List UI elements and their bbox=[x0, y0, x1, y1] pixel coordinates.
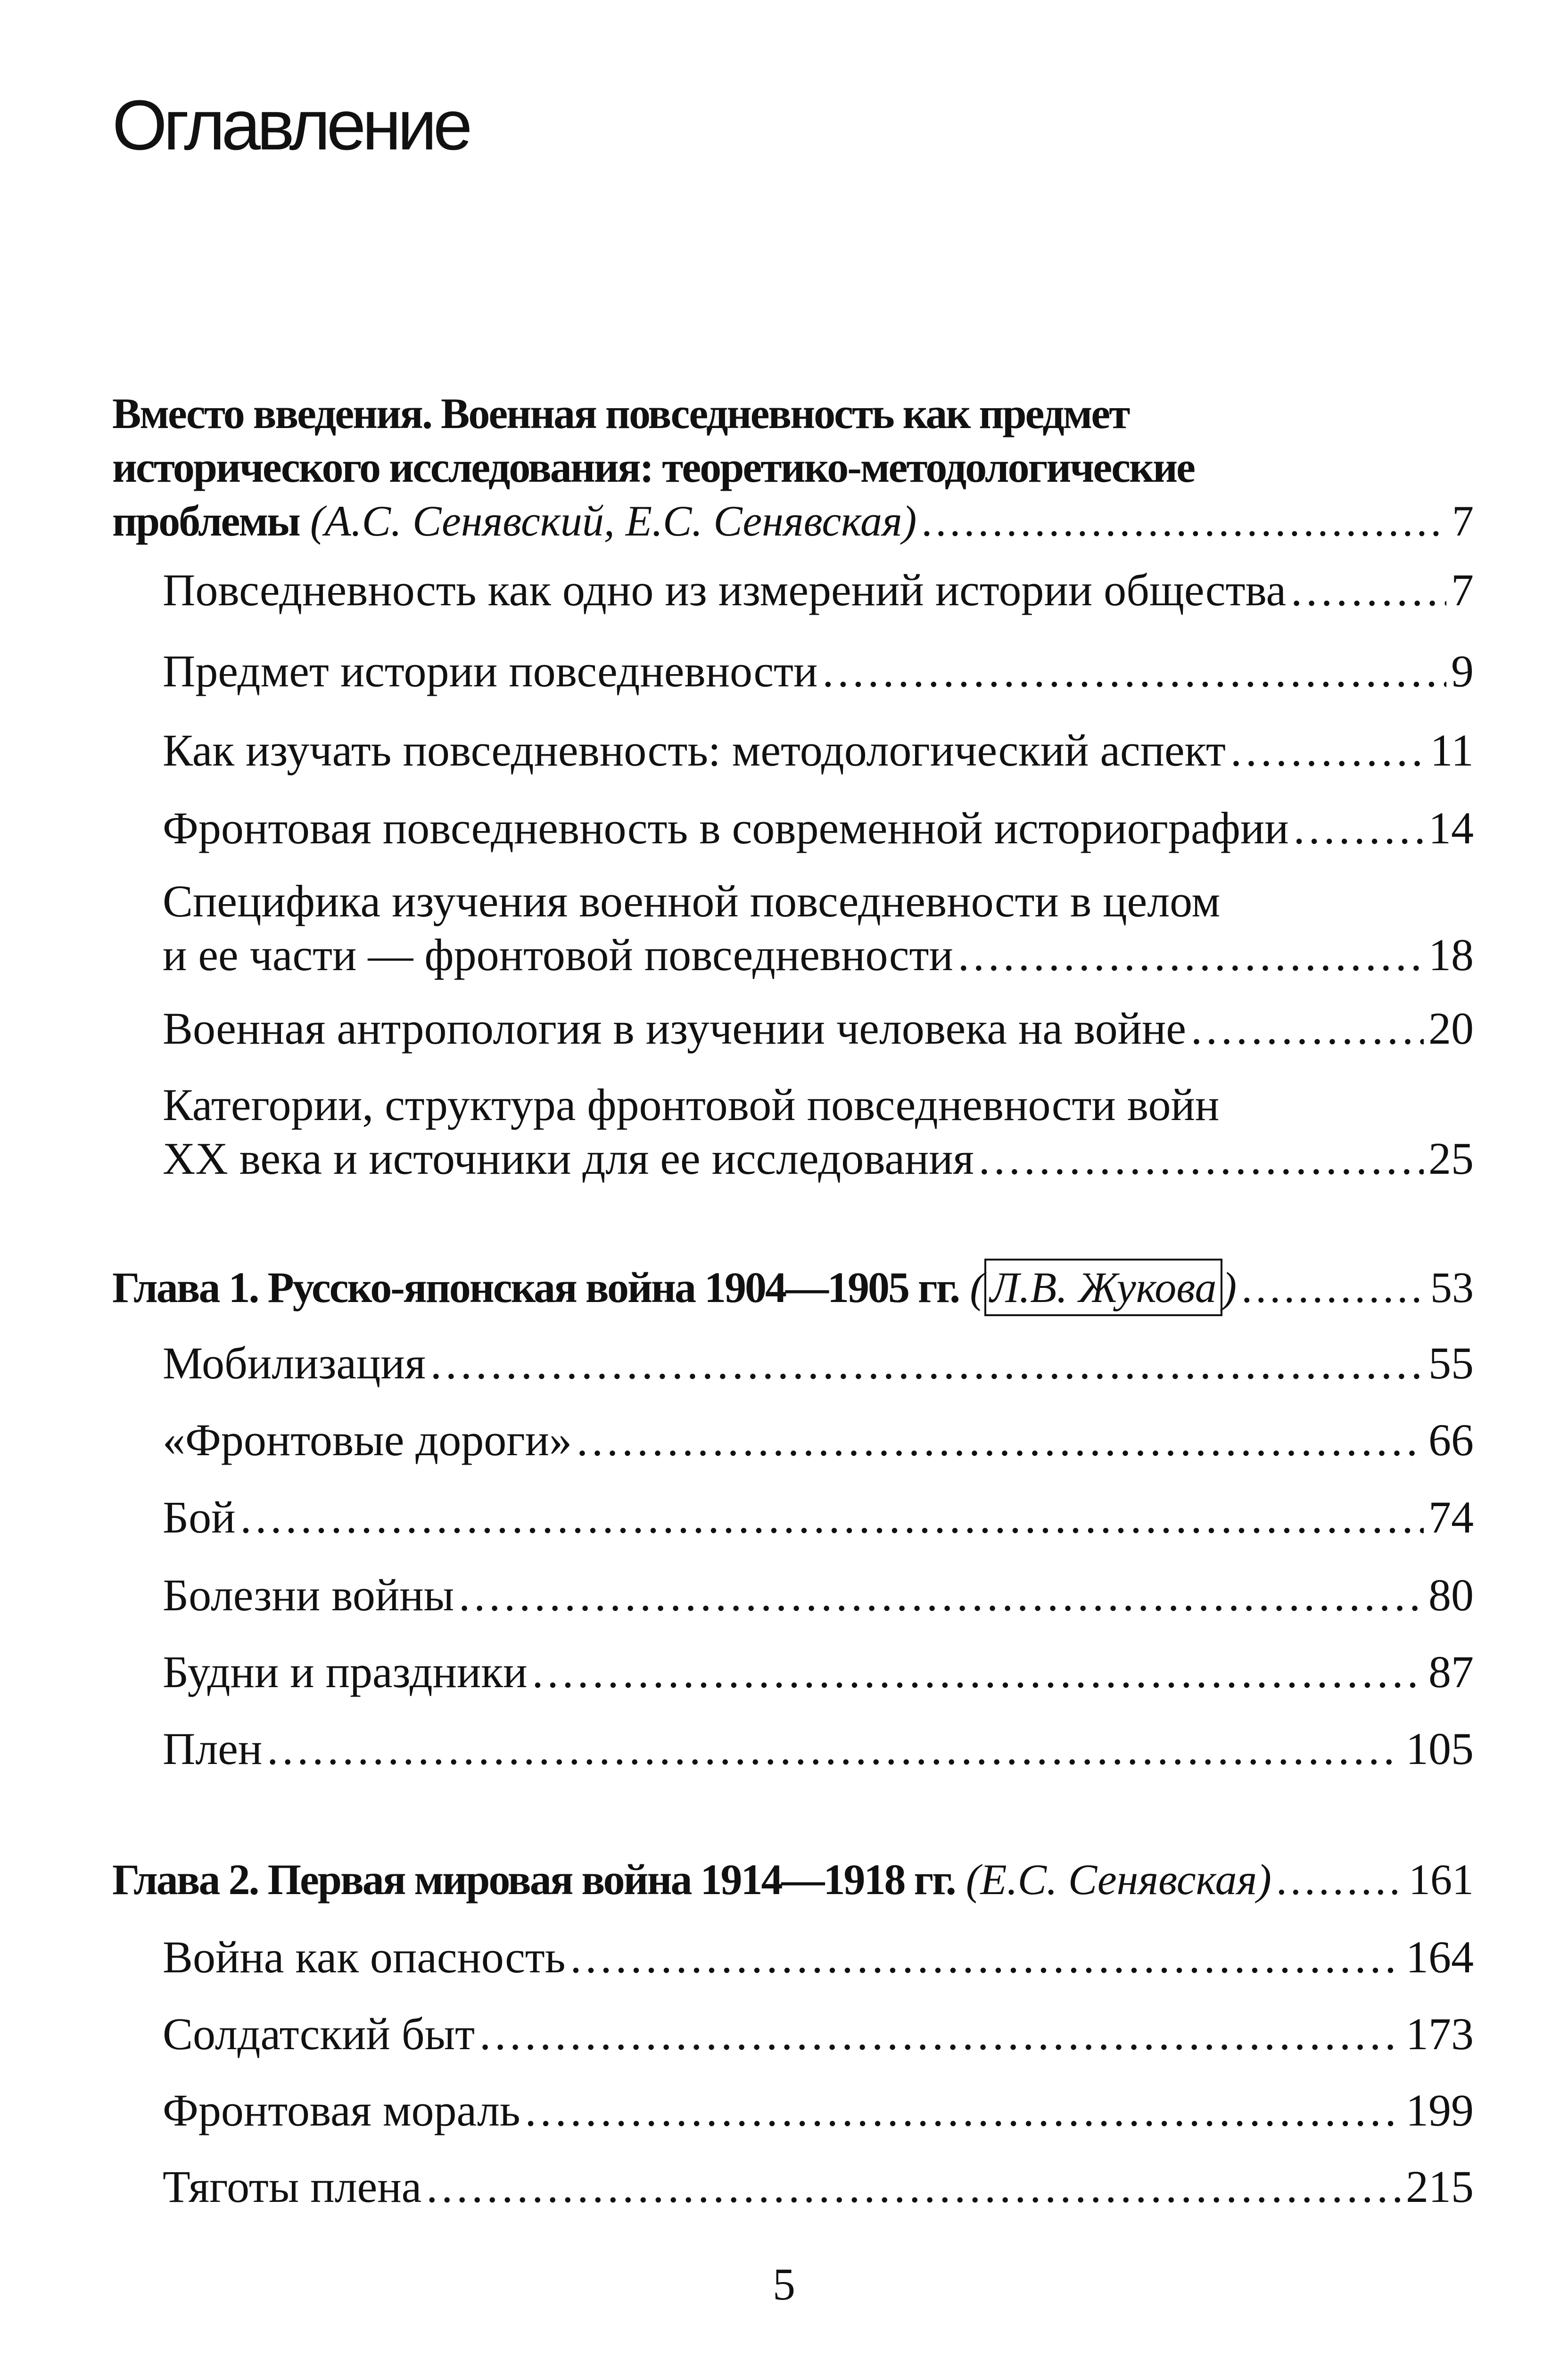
dot-leader bbox=[979, 1132, 1424, 1186]
page-folio: 5 bbox=[773, 2259, 795, 2309]
page-number: 20 bbox=[1428, 1003, 1474, 1054]
entry-title-line: Вместо введения. Военная повседневность как предмет bbox=[112, 389, 1129, 437]
dot-leader bbox=[479, 2007, 1401, 2061]
dot-leader bbox=[822, 644, 1446, 698]
toc-item[interactable] bbox=[163, 2007, 1474, 2061]
item-title: Тяготы плена bbox=[163, 2161, 422, 2212]
entry-author: (Е.С. Сенявская) bbox=[966, 1855, 1271, 1904]
toc-item[interactable] bbox=[163, 1413, 1474, 1467]
page-number: 25 bbox=[1428, 1133, 1474, 1184]
page-number: 74 bbox=[1428, 1492, 1474, 1542]
dot-leader bbox=[525, 2084, 1401, 2137]
item-title: Солдатский быт bbox=[163, 2009, 475, 2059]
item-title: Предмет истории повседневности bbox=[163, 646, 818, 696]
dot-leader bbox=[1191, 1002, 1424, 1055]
page-number: 87 bbox=[1428, 1647, 1474, 1697]
page-number: 11 bbox=[1430, 725, 1474, 775]
page-number: 7 bbox=[1452, 497, 1474, 545]
item-title-line: Категории, структура фронтовой повседневности войн bbox=[163, 1080, 1220, 1130]
dot-leader bbox=[430, 1336, 1424, 1390]
dot-leader bbox=[459, 1568, 1424, 1622]
toc-item[interactable] bbox=[163, 1568, 1474, 1622]
item-title: и ее части — фронтовой повседневности bbox=[163, 930, 953, 980]
item-title: Будни и праздники bbox=[163, 1647, 528, 1697]
toc-item[interactable] bbox=[163, 1930, 1474, 1984]
dot-leader bbox=[570, 1930, 1401, 1984]
toc-item[interactable] bbox=[163, 1491, 1474, 1544]
toc-item[interactable] bbox=[163, 644, 1474, 698]
toc-item[interactable] bbox=[163, 1002, 1474, 1055]
dot-leader bbox=[1291, 563, 1446, 617]
dot-leader bbox=[426, 2160, 1401, 2214]
dot-leader bbox=[240, 1491, 1424, 1544]
toc-item[interactable] bbox=[163, 1336, 1474, 1390]
item-title: Болезни войны bbox=[163, 1570, 454, 1620]
toc-entry-chapter-1[interactable] bbox=[112, 1259, 1474, 1316]
item-title: Повседневность как одно из измерений истории общества bbox=[163, 565, 1287, 615]
dot-leader bbox=[921, 494, 1447, 548]
dot-leader bbox=[958, 928, 1424, 982]
author-close-paren: ) bbox=[1222, 1263, 1237, 1311]
page-number: 173 bbox=[1406, 2009, 1474, 2059]
toc-entry-chapter-2[interactable] bbox=[112, 1853, 1474, 1906]
toc-item[interactable] bbox=[163, 1078, 1474, 1186]
toc-item[interactable] bbox=[163, 563, 1474, 617]
dot-leader bbox=[1241, 1261, 1426, 1314]
page-number: 199 bbox=[1406, 2085, 1474, 2135]
item-title: Как изучать повседневность: методологический аспект bbox=[163, 725, 1226, 775]
toc-entry-intro[interactable] bbox=[112, 387, 1474, 548]
dot-leader bbox=[267, 1722, 1401, 1776]
page-number: 55 bbox=[1428, 1338, 1474, 1388]
dot-leader bbox=[577, 1413, 1424, 1467]
page-number: 161 bbox=[1409, 1855, 1474, 1904]
item-title: Фронтовая повседневность в современной историографии bbox=[163, 803, 1289, 853]
chapter-heading: Глава 1. Русско-японская война 1904—1905 гг. bbox=[112, 1263, 959, 1311]
page-number: 105 bbox=[1406, 1723, 1474, 1774]
page-number: 18 bbox=[1428, 930, 1474, 980]
page-number: 14 bbox=[1428, 803, 1474, 853]
page-number: 9 bbox=[1451, 646, 1474, 696]
item-title: Мобилизация bbox=[163, 1338, 426, 1388]
page-number: 80 bbox=[1428, 1570, 1474, 1620]
toc-item[interactable] bbox=[163, 874, 1474, 982]
entry-author: (А.С. Сенявский, Е.С. Сенявская) bbox=[310, 497, 917, 545]
item-title: Фронтовая мораль bbox=[163, 2085, 520, 2135]
page-number: 164 bbox=[1406, 1932, 1474, 1982]
author-open-paren: ( bbox=[970, 1263, 984, 1311]
page-number: 53 bbox=[1430, 1263, 1474, 1311]
item-title: Военная антропология в изучении человека на войне bbox=[163, 1003, 1186, 1054]
dot-leader bbox=[1294, 801, 1424, 855]
entry-author-boxed: Л.В. Жукова bbox=[984, 1259, 1222, 1316]
toc-item[interactable] bbox=[163, 1645, 1474, 1699]
item-title: XX века и источники для ее исследования bbox=[163, 1133, 974, 1184]
dot-leader bbox=[532, 1645, 1424, 1699]
entry-title-line: проблемы bbox=[112, 497, 299, 545]
chapter-heading: Глава 2. Первая мировая война 1914—1918 гг. bbox=[112, 1855, 955, 1904]
item-title: Плен bbox=[163, 1723, 263, 1774]
toc-item[interactable] bbox=[163, 801, 1474, 855]
toc-item[interactable] bbox=[163, 2084, 1474, 2137]
page-number: 66 bbox=[1428, 1415, 1474, 1465]
item-title: Бой bbox=[163, 1492, 236, 1542]
toc-item[interactable] bbox=[163, 1722, 1474, 1776]
page-title: Оглавление bbox=[112, 85, 469, 165]
item-title-line: Специфика изучения военной повседневности в целом bbox=[163, 876, 1221, 926]
entry-title-line: исторического исследования: теоретико-методологические bbox=[112, 443, 1194, 491]
dot-leader bbox=[1276, 1853, 1404, 1906]
page-number: 215 bbox=[1406, 2161, 1474, 2212]
toc-item[interactable] bbox=[163, 724, 1474, 777]
toc-item[interactable] bbox=[163, 2160, 1474, 2214]
dot-leader bbox=[1230, 724, 1426, 777]
item-title: Война как опасность bbox=[163, 1932, 566, 1982]
page-number: 7 bbox=[1451, 565, 1474, 615]
item-title: «Фронтовые дороги» bbox=[163, 1415, 572, 1465]
